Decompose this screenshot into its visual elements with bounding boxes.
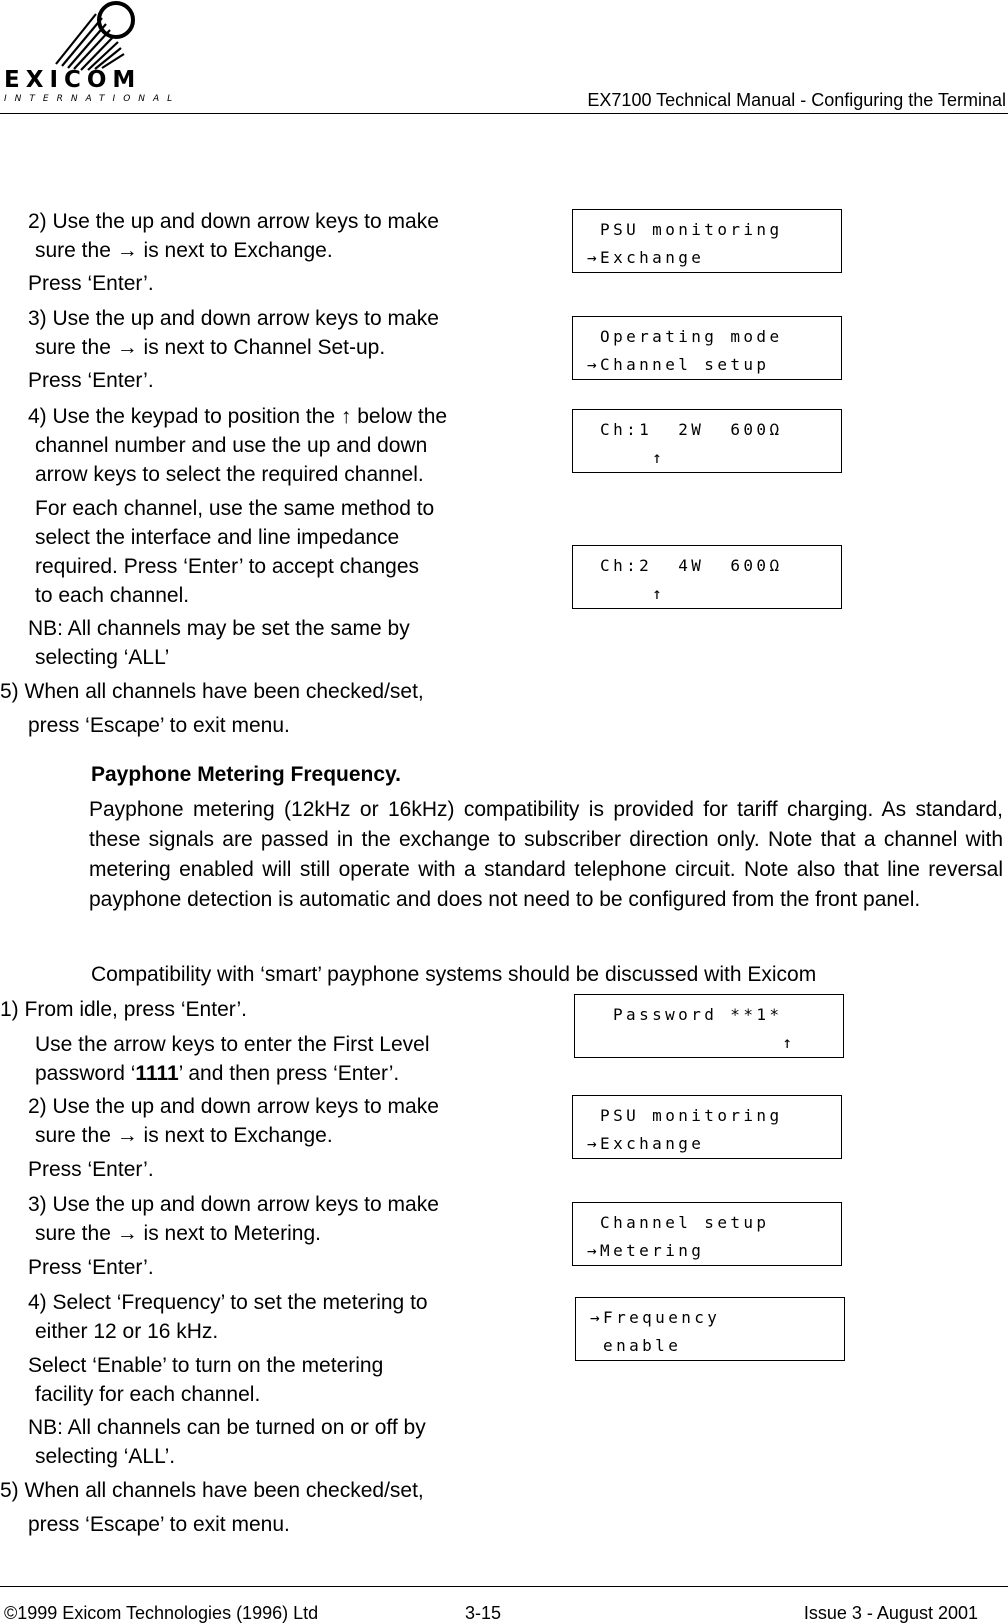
step-text: ’ and then press ‘Enter’. bbox=[178, 1062, 400, 1085]
step-line: 5) When all channels have been checked/set, bbox=[0, 680, 424, 703]
lcd-display bbox=[572, 1202, 842, 1266]
step-line: arrow keys to select the required channel. bbox=[35, 463, 424, 486]
lcd-line-1: →Frequency bbox=[590, 1308, 721, 1327]
step-line: NB: All channels can be turned on or off by bbox=[28, 1416, 426, 1439]
step-line: Use the arrow keys to enter the First Level bbox=[35, 1033, 430, 1056]
step-line: sure the → is next to Metering. bbox=[35, 1222, 321, 1245]
step-line: Press ‘Enter’. bbox=[28, 272, 154, 295]
logo-wordmark: EXICOM bbox=[4, 67, 142, 93]
lcd-line-2: →Exchange bbox=[587, 248, 705, 267]
footer-page-number: 3-15 bbox=[465, 1603, 502, 1623]
step-line: Press ‘Enter’. bbox=[28, 1256, 154, 1279]
step-text: password ‘ bbox=[35, 1062, 136, 1085]
step-line: channel number and use the up and down bbox=[35, 434, 428, 457]
lcd-display bbox=[572, 1095, 842, 1159]
step-line: For each channel, use the same method to bbox=[35, 497, 435, 520]
lcd-display bbox=[572, 545, 842, 609]
footer-issue: Issue 3 - August 2001 bbox=[803, 1603, 978, 1623]
footer-divider bbox=[0, 1586, 1008, 1587]
step-line: press ‘Escape’ to exit menu. bbox=[28, 1513, 290, 1536]
header-divider bbox=[0, 113, 1008, 114]
globe-icon bbox=[44, 0, 144, 72]
lcd-display bbox=[575, 1297, 845, 1361]
step-line bbox=[35, 1059, 399, 1088]
lcd-line-1: Ch:1 2W 600Ω bbox=[587, 420, 783, 439]
lcd-display bbox=[572, 409, 842, 473]
step-line: either 12 or 16 kHz. bbox=[35, 1320, 219, 1343]
lcd-line-2: ↑ bbox=[587, 584, 666, 603]
lcd-line-1: PSU monitoring bbox=[587, 1106, 783, 1125]
lcd-line-2: enable bbox=[590, 1336, 682, 1355]
step-line: 3) Use the up and down arrow keys to make bbox=[28, 307, 439, 330]
lcd-line-2: ↑ bbox=[587, 448, 666, 467]
step-line: sure the → is next to Exchange. bbox=[35, 1124, 333, 1147]
step-line: press ‘Escape’ to exit menu. bbox=[28, 714, 290, 737]
step-line: to each channel. bbox=[35, 584, 190, 607]
password-value: 1111 bbox=[135, 1062, 179, 1085]
lcd-line-1: Password **1* bbox=[613, 1005, 783, 1024]
step-line: NB: All channels may be set the same by bbox=[28, 617, 410, 640]
lcd-display bbox=[574, 994, 844, 1058]
compatibility-note: Compatibility with ‘smart’ payphone systems should be discussed with Exicom bbox=[91, 963, 817, 986]
lcd-line-2: ↑ bbox=[613, 1033, 796, 1052]
exicom-logo bbox=[0, 0, 181, 110]
lcd-line-1: PSU monitoring bbox=[587, 220, 783, 239]
lcd-line-2: →Metering bbox=[587, 1241, 705, 1260]
logo-subtitle: INTERNATIONAL bbox=[4, 94, 181, 104]
lcd-line-1: Ch:2 4W 600Ω bbox=[587, 556, 783, 575]
section-paragraph: Payphone metering (12kHz or 16kHz) compatibility is provided for tariff charging. As standard, these signals are passed in the exchange to subscriber direction only. Note that a channel with metering enabled will still operate with a standard telephone circuit. Note also that line reversal payphone detection is automatic and does not need to be configured from the front panel. bbox=[89, 798, 1003, 911]
step-line: 4) Select ‘Frequency’ to set the metering to bbox=[28, 1291, 428, 1314]
lcd-display bbox=[572, 209, 842, 273]
step-line: facility for each channel. bbox=[35, 1383, 261, 1406]
step-line: 4) Use the keypad to position the ↑ below the bbox=[28, 405, 448, 428]
step-line: Select ‘Enable’ to turn on the metering bbox=[28, 1354, 384, 1377]
lcd-line-2: →Channel setup bbox=[587, 355, 770, 374]
step-line: 2) Use the up and down arrow keys to make bbox=[28, 210, 439, 233]
section-heading: Payphone Metering Frequency. bbox=[91, 763, 402, 786]
page-header-title: EX7100 Technical Manual - Configuring the Terminal bbox=[587, 90, 1006, 110]
step-line: sure the → is next to Channel Set-up. bbox=[35, 336, 386, 359]
step-line: selecting ‘ALL’ bbox=[35, 646, 170, 669]
step-line: 1) From idle, press ‘Enter’. bbox=[0, 998, 248, 1021]
lcd-line-1: Operating mode bbox=[587, 327, 783, 346]
step-line: selecting ‘ALL’. bbox=[35, 1445, 176, 1468]
step-line: required. Press ‘Enter’ to accept changes bbox=[35, 555, 420, 578]
step-line: Press ‘Enter’. bbox=[28, 369, 154, 392]
step-line: 5) When all channels have been checked/set, bbox=[0, 1479, 424, 1502]
step-line: 2) Use the up and down arrow keys to make bbox=[28, 1095, 439, 1118]
step-line: 3) Use the up and down arrow keys to make bbox=[28, 1193, 439, 1216]
lcd-line-2: →Exchange bbox=[587, 1134, 705, 1153]
lcd-display bbox=[572, 316, 842, 380]
footer-copyright: ©1999 Exicom Technologies (1996) Ltd bbox=[4, 1603, 319, 1623]
step-line: Press ‘Enter’. bbox=[28, 1158, 154, 1181]
lcd-line-1: Channel setup bbox=[587, 1213, 770, 1232]
step-line: select the interface and line impedance bbox=[35, 526, 400, 549]
step-line: sure the → is next to Exchange. bbox=[35, 239, 333, 262]
